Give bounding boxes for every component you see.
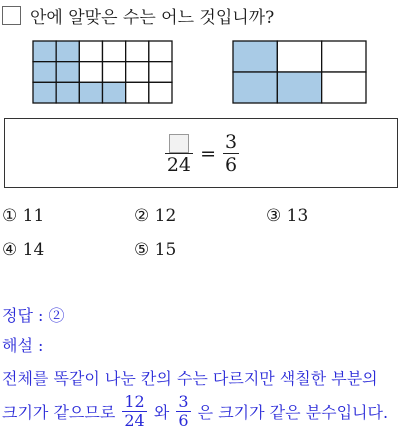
fraction-right-denominator: 6	[225, 154, 238, 176]
explanation-fraction-1: $\frac{12}{24}$	[124, 392, 145, 430]
grid-cell	[79, 41, 102, 62]
figure-grid-right	[232, 40, 367, 104]
grid-cell	[277, 41, 321, 72]
answer-blank-box	[2, 6, 21, 25]
grid-cell	[103, 82, 126, 103]
fraction-left	[165, 131, 193, 176]
figure-grid-left	[32, 40, 173, 104]
equals-sign: =	[200, 142, 216, 165]
grid-cell	[56, 41, 79, 62]
numerator-blank[interactable]	[169, 134, 189, 153]
option-1[interactable]: ① 11	[2, 206, 45, 226]
grid-cell	[277, 72, 321, 103]
option-2[interactable]: ② 12	[134, 206, 177, 226]
question-text: 안에 알맞은 수는 어느 것입니까?	[30, 8, 275, 28]
grid-cell	[33, 41, 56, 62]
explanation-label: 해설 :	[2, 336, 44, 355]
grid-cell	[149, 41, 172, 62]
option-4[interactable]: ④ 14	[2, 240, 45, 260]
explanation-fraction-2: $\frac{3}{6}$	[178, 392, 189, 430]
answer-label: 정답 : ②	[2, 306, 65, 325]
fraction-right	[223, 131, 239, 176]
grid-cell	[126, 41, 149, 62]
grid-cell	[79, 82, 102, 103]
grid-cell	[149, 82, 172, 103]
grid-cell	[33, 62, 56, 83]
grid-cell	[126, 82, 149, 103]
grid-cell	[233, 41, 277, 72]
option-5[interactable]: ⑤ 15	[134, 240, 177, 260]
grid-cell	[56, 82, 79, 103]
fraction-left-denominator: 24	[166, 154, 192, 176]
grid-cell	[79, 62, 102, 83]
equation	[5, 131, 399, 176]
grid-cell	[33, 82, 56, 103]
grid-cell	[103, 41, 126, 62]
grid-cell	[322, 72, 366, 103]
explanation-line-2: 크기가 같으므로 $\frac{12}{24}$ 와 $\frac{3}{6}$ 은 크기가 같은 분수입니다.	[2, 392, 389, 430]
grid-cell	[56, 62, 79, 83]
fraction-right-numerator: 3	[225, 131, 238, 153]
equation-box	[4, 118, 398, 188]
grid-cell	[322, 41, 366, 72]
grid-cell	[233, 72, 277, 103]
explanation-line-1: 전체를 똑같이 나눈 칸의 수는 다르지만 색칠한 부분의	[2, 369, 378, 388]
grid-cell	[126, 62, 149, 83]
option-3[interactable]: ③ 13	[266, 206, 309, 226]
grid-cell	[103, 62, 126, 83]
grid-cell	[149, 62, 172, 83]
